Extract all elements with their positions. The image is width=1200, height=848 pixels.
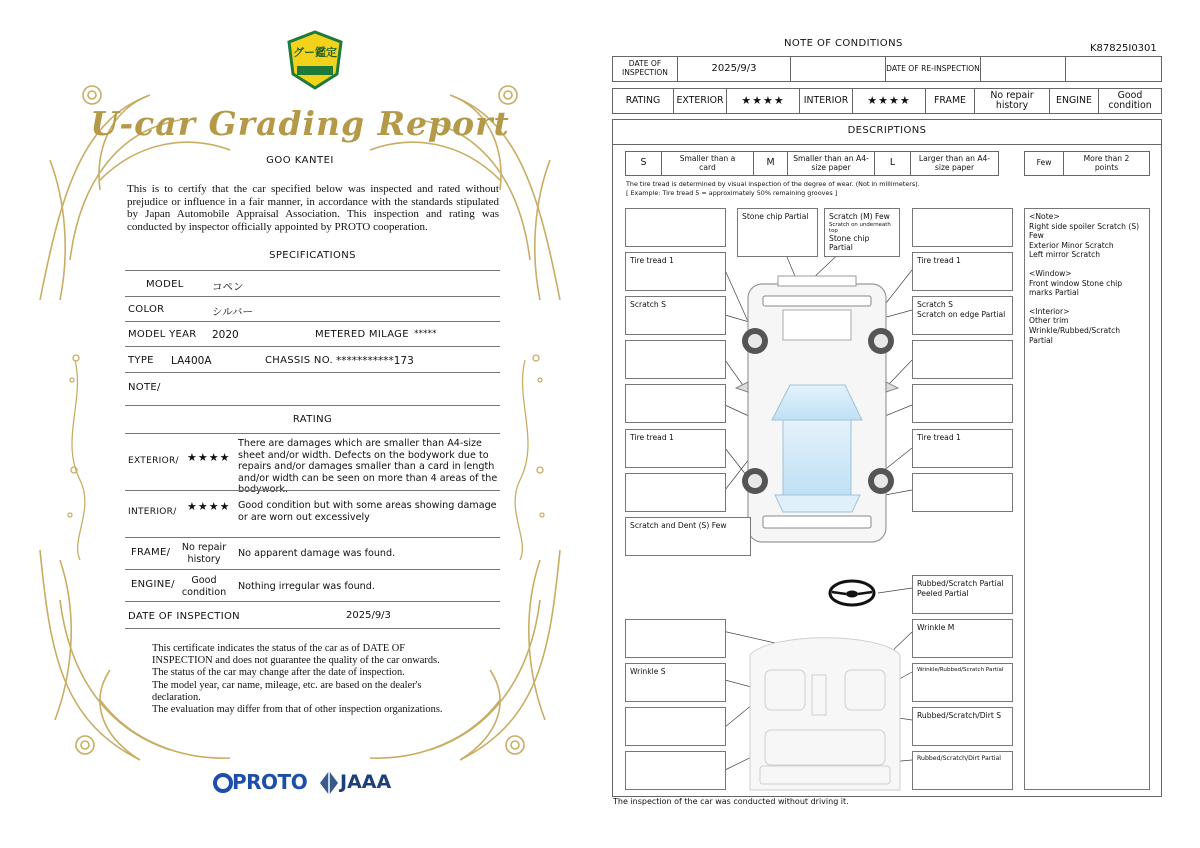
engine-value: Good condition — [1098, 88, 1162, 114]
note-title: NOTE OF CONDITIONS — [784, 38, 903, 49]
badge-text: グー鑑定 — [293, 46, 337, 59]
exterior-stars: ★★★★ — [187, 451, 231, 464]
frame-description: No apparent damage was found. — [238, 548, 396, 559]
divider — [125, 372, 500, 373]
frame-value: No repair history — [974, 88, 1050, 114]
model-year-value: 2020 — [212, 329, 239, 341]
chassis-value: ***********173 — [336, 355, 414, 367]
condition-text: Wrinkle/Rubbed/Scratch Partial — [917, 667, 1004, 673]
date-label: DATE OF INSPECTION — [128, 611, 240, 622]
date-of-inspection-label: DATE OF INSPECTION — [612, 56, 678, 82]
condition-text: Scratch and Dent (S) Few — [630, 521, 727, 530]
color-label: COLOR — [128, 304, 165, 315]
condition-box — [912, 252, 1013, 291]
divider — [125, 405, 500, 406]
note-of-conditions — [600, 0, 1200, 848]
engine-description: Nothing irregular was found. — [238, 581, 375, 592]
legend-l-desc: Larger than an A4-size paper — [910, 151, 999, 176]
footer-line: The model year, car name, mileage, etc. are based on the dealer's — [152, 679, 422, 691]
footer-line: The evaluation may differ from that of other inspection organizations. — [152, 704, 443, 716]
condition-box — [912, 429, 1013, 468]
divider — [125, 569, 500, 570]
footer-line: INSPECTION and does not guarantee the quality of the car onwards. — [152, 655, 440, 667]
interior-stars: ★★★★ — [852, 88, 926, 114]
chassis-label: CHASSIS NO. — [265, 355, 333, 366]
condition-text: Tire tread 1 — [917, 433, 961, 442]
model-year-label: MODEL YEAR — [128, 329, 197, 340]
exterior-stars: ★★★★ — [726, 88, 800, 114]
frame-label: FRAME — [925, 88, 975, 114]
jaaa-logo-icon — [318, 770, 340, 796]
exterior-description: There are damages which are smaller than A4-size sheet and/or width. Defects on the bodywork due to repairs and/or damages smaller than a card in length and/or width can be seen on more than 4 areas of the bodywork. — [238, 438, 498, 495]
note-footer: The inspection of the car was conducted without driving it. — [613, 797, 849, 806]
condition-box — [625, 340, 726, 379]
exterior-label: EXTERIOR — [673, 88, 727, 114]
condition-box — [625, 473, 726, 512]
condition-text: Stone chip Partial — [829, 233, 870, 252]
side-notes — [1024, 208, 1150, 790]
condition-text: Rubbed/Scratch/Dirt S — [917, 711, 1002, 720]
proto-logo-icon — [212, 772, 234, 794]
condition-box — [737, 208, 818, 257]
legend-few: Few — [1024, 151, 1064, 176]
note-heading: <Note> — [1029, 212, 1060, 221]
condition-box — [625, 252, 726, 291]
condition-text: Stone chip Partial — [742, 212, 809, 221]
condition-box — [625, 751, 726, 790]
certificate-subtitle: GOO KANTEI — [266, 155, 334, 166]
footer-line: declaration. — [152, 691, 201, 703]
goo-kantei-badge-icon — [285, 30, 345, 92]
rating-heading: RATING — [292, 414, 333, 425]
condition-box — [912, 619, 1013, 658]
interior-label: INTERIOR — [799, 88, 853, 114]
condition-box — [912, 208, 1013, 247]
legend-few-desc: More than 2 points — [1063, 151, 1150, 176]
tire-note: The tire tread is determined by visual inspection of the degree of wear. (Not in millimeters). — [626, 180, 920, 188]
note-item: Right side spoiler Scratch (S) Few — [1029, 221, 1140, 241]
certificate-intro: This is to certify that the car specified below was inspected and rated without prejudice or influence in a fair manner, in accordance with the standards stipulated by Japan Automobile Appraisal Association. This inspection and rating was conducted by inspector officially appointed by PROTO cooperation. — [127, 183, 499, 233]
condition-text: Tire tread 1 — [630, 433, 674, 442]
legend-m: M — [753, 151, 788, 176]
tire-note-example: [ Example: Tire tread 5 = approximately 50% remaining grooves ] — [626, 189, 838, 197]
frame-value: No repair history — [181, 542, 227, 565]
legend-s-desc: Smaller than a card — [661, 151, 754, 176]
condition-box — [625, 619, 726, 658]
note-item: Front window Stone chip marks Partial — [1029, 278, 1123, 298]
condition-text: Scratch on underneath top — [829, 221, 891, 234]
certificate-title: U-car Grading Report — [90, 104, 510, 143]
condition-box — [625, 663, 726, 702]
type-label: TYPE — [128, 355, 154, 366]
note-item: Left mirror Scratch — [1029, 250, 1101, 260]
window-heading: <Window> — [1029, 268, 1072, 278]
certificate-footer — [152, 643, 472, 716]
condition-text: Scratch S — [630, 300, 666, 309]
model-label: MODEL — [146, 279, 184, 290]
condition-box — [912, 707, 1013, 746]
divider — [125, 628, 500, 629]
specifications-heading: SPECIFICATIONS — [269, 250, 356, 261]
proto-logo: PROTO — [232, 770, 308, 794]
divider — [125, 433, 500, 434]
condition-text: Rubbed/Scratch/Dirt Partial — [917, 755, 1001, 762]
condition-text: Scratch S — [917, 300, 953, 309]
condition-text: Tire tread 1 — [630, 256, 674, 265]
note-item: Wrinkle/Rubbed/Scratch Partial — [1029, 325, 1121, 345]
condition-box — [625, 208, 726, 247]
date-of-inspection-value: 2025/9/3 — [677, 56, 791, 82]
legend-s: S — [625, 151, 662, 176]
reference-number: K87825I0301 — [1090, 43, 1157, 54]
condition-box — [912, 575, 1013, 614]
steering-wheel-icon — [830, 581, 874, 605]
condition-box — [912, 663, 1013, 702]
footer-line: This certificate indicates the status of the car as of DATE OF — [152, 643, 406, 654]
condition-box — [625, 296, 726, 335]
jaaa-logo: JAAA — [340, 771, 392, 793]
note-item: Other trim — [1029, 316, 1069, 326]
descriptions-heading: DESCRIPTIONS — [612, 119, 1162, 145]
condition-text: Tire tread 1 — [917, 256, 961, 265]
engine-label: ENGINE/ — [131, 579, 175, 590]
condition-box — [912, 384, 1013, 423]
divider — [125, 321, 500, 322]
milage-label: METERED MILAGE — [315, 329, 409, 340]
condition-text: Peeled Partial — [917, 588, 969, 598]
divider — [125, 537, 500, 538]
note-item: Exterior Minor Scratch — [1029, 240, 1114, 250]
legend-m-desc: Smaller than an A4-size paper — [787, 151, 875, 176]
rating-label: RATING — [612, 88, 674, 114]
milage-value: ***** — [414, 329, 437, 339]
condition-text: Wrinkle M — [917, 623, 955, 632]
condition-box — [912, 340, 1013, 379]
note-label: NOTE/ — [128, 382, 161, 393]
condition-box — [824, 208, 900, 257]
color-value: シルバー — [212, 306, 254, 318]
divider — [125, 346, 500, 347]
exterior-label: EXTERIOR/ — [128, 456, 179, 466]
frame-label: FRAME/ — [131, 547, 171, 558]
divider — [125, 601, 500, 602]
type-value: LA400A — [171, 355, 212, 367]
condition-text: Wrinkle S — [630, 667, 666, 676]
model-value: コペン — [212, 281, 244, 293]
date-of-reinspection-label: DATE OF RE-INSPECTION — [885, 56, 981, 82]
condition-box — [625, 429, 726, 468]
engine-value: Good condition — [181, 575, 227, 598]
interior-stars: ★★★★ — [187, 500, 231, 513]
condition-text: Scratch (M) Few — [829, 212, 890, 221]
date-value: 2025/9/3 — [346, 610, 391, 621]
legend-l: L — [874, 151, 911, 176]
interior-description: Good condition but with some areas showing damage or are worn out excessively — [238, 500, 497, 523]
divider — [125, 270, 500, 271]
condition-box — [625, 384, 726, 423]
condition-box — [625, 707, 726, 746]
interior-label: INTERIOR/ — [128, 507, 177, 517]
footer-line: The status of the car may change after the date of inspection. — [152, 667, 405, 679]
condition-box — [912, 473, 1013, 512]
divider — [125, 490, 500, 491]
condition-box — [912, 296, 1013, 335]
condition-text: Scratch on edge Partial — [917, 309, 1006, 319]
condition-box — [912, 751, 1013, 790]
divider — [125, 296, 500, 297]
interior-heading: <Interior> — [1029, 306, 1070, 316]
engine-label: ENGINE — [1049, 88, 1099, 114]
condition-box — [625, 517, 751, 556]
condition-text: Rubbed/Scratch Partial — [917, 579, 1004, 588]
